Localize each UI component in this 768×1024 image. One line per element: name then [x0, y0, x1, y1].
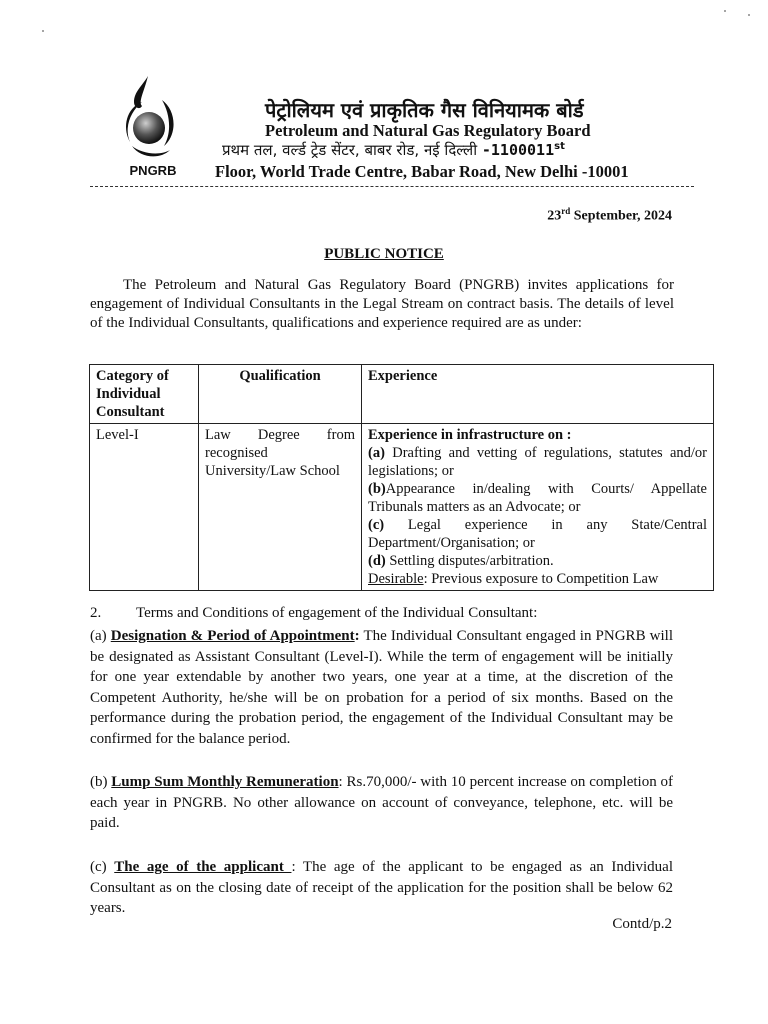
header-category: Category of Individual Consultant: [90, 365, 199, 424]
term-a-paragraph: (a) Designation & Period of Appointment: The Individual Consultant engaged in PNGRB will be designated as Assistant Consultant (Level-I). While the term of engagement will be initially for one year extendable by another two years, one year at a time, at the discretion of the Competent Authority, he/she will be on probation for a period of six months. Based on the performance during the probation period, the engagement of the Individual Consultant may be confirmed for the balance period.: [90, 628, 673, 747]
terms-heading-text: Terms and Conditions of engagement of the Individual Consultant:: [136, 605, 538, 621]
english-address: Floor, World Trade Centre, Babar Road, New Delhi -10001: [215, 162, 629, 181]
hindi-address: [222, 140, 565, 160]
cell-qualification: Law Degree from recognised University/Law School: [199, 424, 362, 591]
term-c-paragraph: (c) The age of the applicant : The age of the applicant to be engaged as an Individual Consultant as on the closing date of receipt of the application for the position shall be below 62 years.: [90, 859, 673, 917]
experience-item-a: (a) Drafting and vetting of regulations, statutes and/or legislations; or: [368, 445, 707, 479]
hindi-address-pin: -1100011: [481, 141, 555, 159]
term-a-title: Designation & Period of Appointment: [110, 628, 355, 644]
cell-experience: [362, 424, 714, 591]
cell-category: Level-I: [90, 424, 199, 591]
scan-speck: [42, 30, 44, 32]
intro-paragraph: The Petroleum and Natural Gas Regulatory Board (PNGRB) invites applications for engagement of Individual Consultants in the Legal Stream on contract basis. The details of level of the Individual Consultants, qualifications and experience required are as under:: [90, 277, 674, 331]
terms-heading: [90, 603, 673, 624]
experience-heading: Experience in infrastructure on :: [368, 427, 572, 443]
experience-item-c: (c) Legal experience in any State/Central Department/Organisation; or: [368, 517, 707, 551]
continued-note: Contd/p.2: [612, 916, 672, 932]
hindi-title: पेट्रोलियम एवं प्राकृतिक गैस विनियामक बोर्ड: [265, 98, 584, 122]
scan-speck: [724, 10, 726, 12]
header-divider: [90, 186, 694, 187]
experience-item-d: (d) Settling disputes/arbitration.: [368, 553, 554, 569]
scan-speck: [748, 14, 750, 16]
table-header-row: [90, 365, 714, 424]
terms-number: 2.: [90, 605, 102, 621]
logo-text: PNGRB: [129, 163, 177, 178]
date-day: 23: [547, 208, 562, 224]
table-row: [90, 424, 714, 591]
term-b-title: Lump Sum Monthly Remuneration: [111, 774, 339, 790]
date-rest: September, 2024: [570, 208, 672, 224]
term-c-title: The age of the applicant: [114, 859, 292, 875]
experience-item-b: (b)Appearance in/dealing with Courts/ Appellate Tribunals matters as an Advocate; or: [368, 481, 707, 515]
english-title: Petroleum and Natural Gas Regulatory Board: [265, 121, 591, 140]
header-qualification: Qualification: [199, 365, 362, 424]
header-experience: Experience: [362, 365, 714, 424]
hindi-address-sup: st: [554, 141, 565, 152]
date-suffix: rd: [561, 206, 571, 216]
term-b-paragraph: (b) Lump Sum Monthly Remuneration: Rs.70,000/- with 10 percent increase on completion of each year in PNGRB. No other allowance on account of conveyance, telephone, etc. will be paid.: [90, 774, 673, 832]
hindi-address-text: प्रथम तल, वर्ल्ड ट्रेड सेंटर, बाबर रोड, नई दिल्ली: [222, 141, 482, 159]
qualification-table: [89, 364, 714, 591]
notice-date: [547, 206, 672, 225]
notice-title: PUBLIC NOTICE: [324, 246, 444, 262]
experience-desirable: Desirable: Previous exposure to Competition Law: [368, 571, 659, 587]
